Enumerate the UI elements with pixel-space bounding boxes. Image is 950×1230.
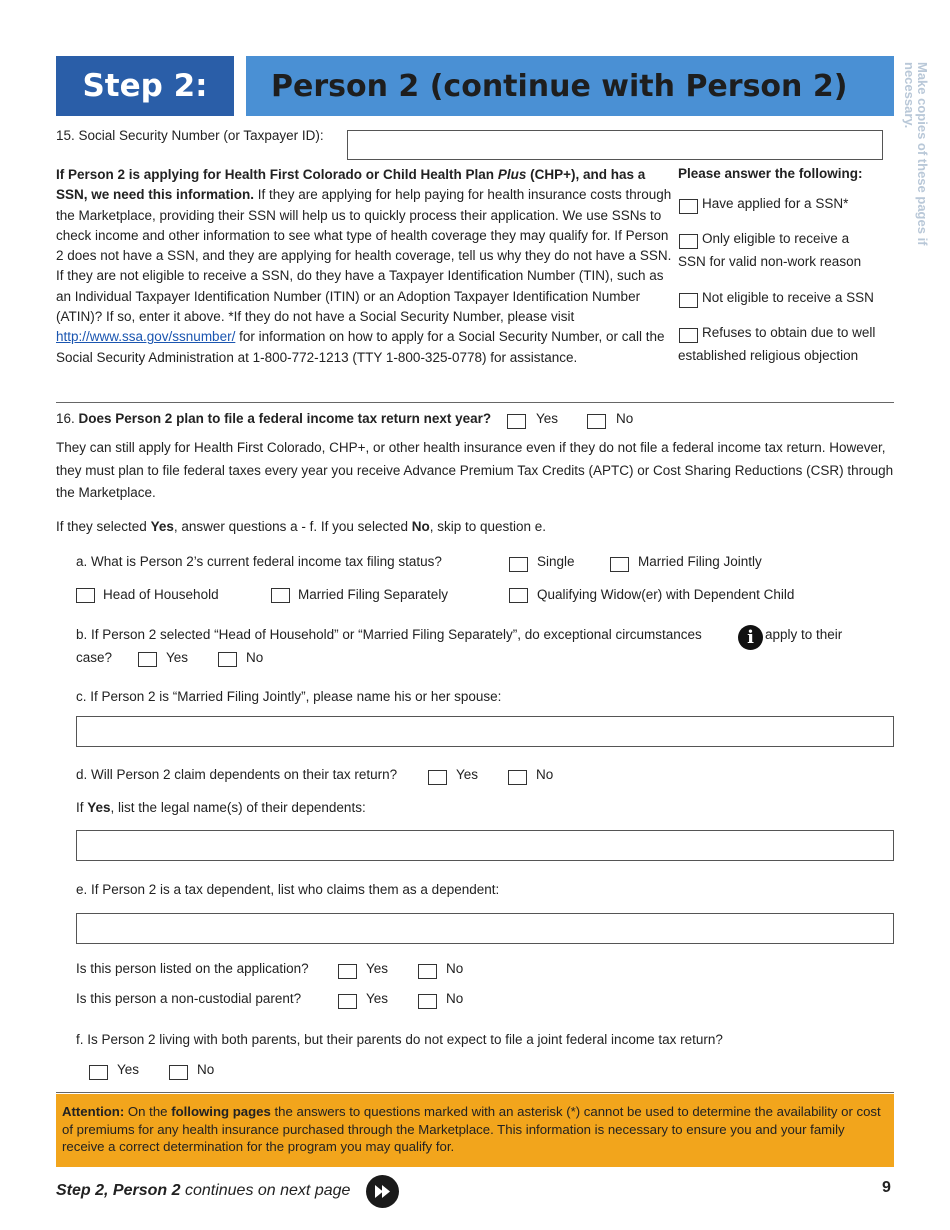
attention-box: Attention: On the following pages the answers to questions marked with an asterisk (*) cannot be used to determine the availability or cost of premiums for any health insurance purchased through the Marketplace. This information is necessary to ensure you and your family receive a correct determination for the program you may qualify for. xyxy=(56,1094,894,1167)
qd-sub-label: If Yes, list the legal name(s) of their dependents: xyxy=(76,800,366,815)
divider xyxy=(56,402,894,403)
listed-no-checkbox[interactable] xyxy=(418,964,437,979)
ssn-reasons-heading: Please answer the following: xyxy=(678,166,863,181)
ssn-religious-label-2: established religious objection xyxy=(678,348,859,363)
ssn-nonwork-label-2: SSN for valid non-work reason xyxy=(678,254,862,269)
qf-no-label: No xyxy=(197,1062,215,1077)
listed-no-label: No xyxy=(446,961,464,976)
single-label: Single xyxy=(537,554,575,569)
qf-yes-label: Yes xyxy=(117,1062,140,1077)
noncustodial-no-checkbox[interactable] xyxy=(418,994,437,1009)
qd-label: d. Will Person 2 claim dependents on their tax return? xyxy=(76,767,398,782)
qb-label: b. If Person 2 selected “Head of Household” or “Married Filing Separately”, do exceptional circumstances xyxy=(76,627,702,642)
info-icon[interactable]: i xyxy=(738,625,763,650)
qa-label: a. What is Person 2’s current federal income tax filing status? xyxy=(76,554,442,569)
mfj-label: Married Filing Jointly xyxy=(638,554,762,569)
side-note: Make copies of these pages if necessary. xyxy=(902,62,930,246)
noncustodial-label: Is this person a non-custodial parent? xyxy=(76,991,302,1006)
q16-instructions: If they selected Yes, answer questions a - f. If you selected No, skip to question e. xyxy=(56,519,547,534)
qf-yes-checkbox[interactable] xyxy=(89,1065,108,1080)
hoh-label: Head of Household xyxy=(103,587,219,602)
ssn-religious-label: Refuses to obtain due to well xyxy=(702,325,876,340)
single-checkbox[interactable] xyxy=(509,557,528,572)
listed-yes-label: Yes xyxy=(366,961,389,976)
q15-label: 15. Social Security Number (or Taxpayer ID): xyxy=(56,128,324,143)
q16-yes-checkbox[interactable] xyxy=(507,414,526,429)
qf-label: f. Is Person 2 living with both parents, but their parents do not expect to file a joint federal income tax return? xyxy=(76,1032,723,1047)
hoh-checkbox[interactable] xyxy=(76,588,95,603)
ssn-applied-checkbox[interactable] xyxy=(679,199,698,214)
page-number: 9 xyxy=(882,1179,891,1196)
ssn-nonwork-checkbox[interactable] xyxy=(679,234,698,249)
q16-explanation: They can still apply for Health First Colorado, CHP+, or other health insurance even if they do not file a federal income tax return. However, they must plan to file federal taxes every year you receive Advance Premium Tax Credits (APTC) or Cost Sharing Reductions (CSR) through the Marketplace. xyxy=(56,440,894,500)
ssn-not-eligible-checkbox[interactable] xyxy=(679,293,698,308)
q16-yes-label: Yes xyxy=(536,411,559,426)
qw-label: Qualifying Widow(er) with Dependent Child xyxy=(537,587,795,602)
ssn-religious-checkbox[interactable] xyxy=(679,328,698,343)
ssn-nonwork-label: Only eligible to receive a xyxy=(702,231,850,246)
noncustodial-yes-checkbox[interactable] xyxy=(338,994,357,1009)
listed-yes-checkbox[interactable] xyxy=(338,964,357,979)
qe-label: e. If Person 2 is a tax dependent, list who claims them as a dependent: xyxy=(76,882,500,897)
footer-continues: Step 2, Person 2 continues on next page xyxy=(56,1182,351,1199)
q16-no-checkbox[interactable] xyxy=(587,414,606,429)
noncustodial-yes-label: Yes xyxy=(366,991,389,1006)
spouse-name-input[interactable] xyxy=(76,716,894,747)
qb-label-cont: apply to their xyxy=(765,627,843,642)
qd-yes-label: Yes xyxy=(456,767,479,782)
ssn-input[interactable] xyxy=(347,130,883,160)
page-title: Person 2 (continue with Person 2) xyxy=(246,56,894,116)
qb-yes-checkbox[interactable] xyxy=(138,652,157,667)
qd-yes-checkbox[interactable] xyxy=(428,770,447,785)
mfj-checkbox[interactable] xyxy=(610,557,629,572)
qb-no-checkbox[interactable] xyxy=(218,652,237,667)
mfs-label: Married Filing Separately xyxy=(298,587,449,602)
qd-no-label: No xyxy=(536,767,554,782)
q16-no-label: No xyxy=(616,411,634,426)
listed-label: Is this person listed on the application? xyxy=(76,961,309,976)
qc-label: c. If Person 2 is “Married Filing Jointly”, please name his or her spouse: xyxy=(76,689,502,704)
qb-no-label: No xyxy=(246,650,264,665)
noncustodial-no-label: No xyxy=(446,991,464,1006)
claimer-input[interactable] xyxy=(76,913,894,944)
dependents-input[interactable] xyxy=(76,830,894,861)
ssn-applied-label: Have applied for a SSN* xyxy=(702,196,849,211)
fast-forward-icon xyxy=(366,1175,399,1208)
ssa-link[interactable]: http://www.ssa.gov/ssnumber/ xyxy=(56,329,236,345)
ssn-info-paragraph: If Person 2 is applying for Health First Colorado or Child Health Plan Plus (CHP+), and has a SSN, we need this information. If they are applying for help paying for health insurance costs through the Marketplace, providing their SSN will help us to quickly process their application. We use SSNs to check income and other information to see what type of health coverage they may qualify for. If Person 2 does not have a SSN, and they are applying for health coverage, tell us why they do not have a SSN. If they are not eligible to receive a SSN, do they have a Taxpayer Identification Number (TIN), such as an Individual Taxpayer Identification Number (ITIN) or an Adoption Taxpayer Identification Number (ATIN)? If so, enter it above. *If they do not have a Social Security Number, please visit http://www.ssa.gov/ssnumber/ for information on how to apply for a Social Security Number, or call the Social Security Administration at 1-800-772-1213 (TTY 1-800-325-0778) for assistance. xyxy=(56,167,672,365)
qd-no-checkbox[interactable] xyxy=(508,770,527,785)
ssn-not-eligible-label: Not eligible to receive a SSN xyxy=(702,290,874,305)
qb-label-case: case? xyxy=(76,650,113,665)
mfs-checkbox[interactable] xyxy=(271,588,290,603)
qw-checkbox[interactable] xyxy=(509,588,528,603)
q16-label: 16. Does Person 2 plan to file a federal income tax return next year? xyxy=(56,411,492,426)
qf-no-checkbox[interactable] xyxy=(169,1065,188,1080)
step-label: Step 2: xyxy=(56,56,234,116)
divider-2 xyxy=(56,1092,894,1093)
qb-yes-label: Yes xyxy=(166,650,189,665)
